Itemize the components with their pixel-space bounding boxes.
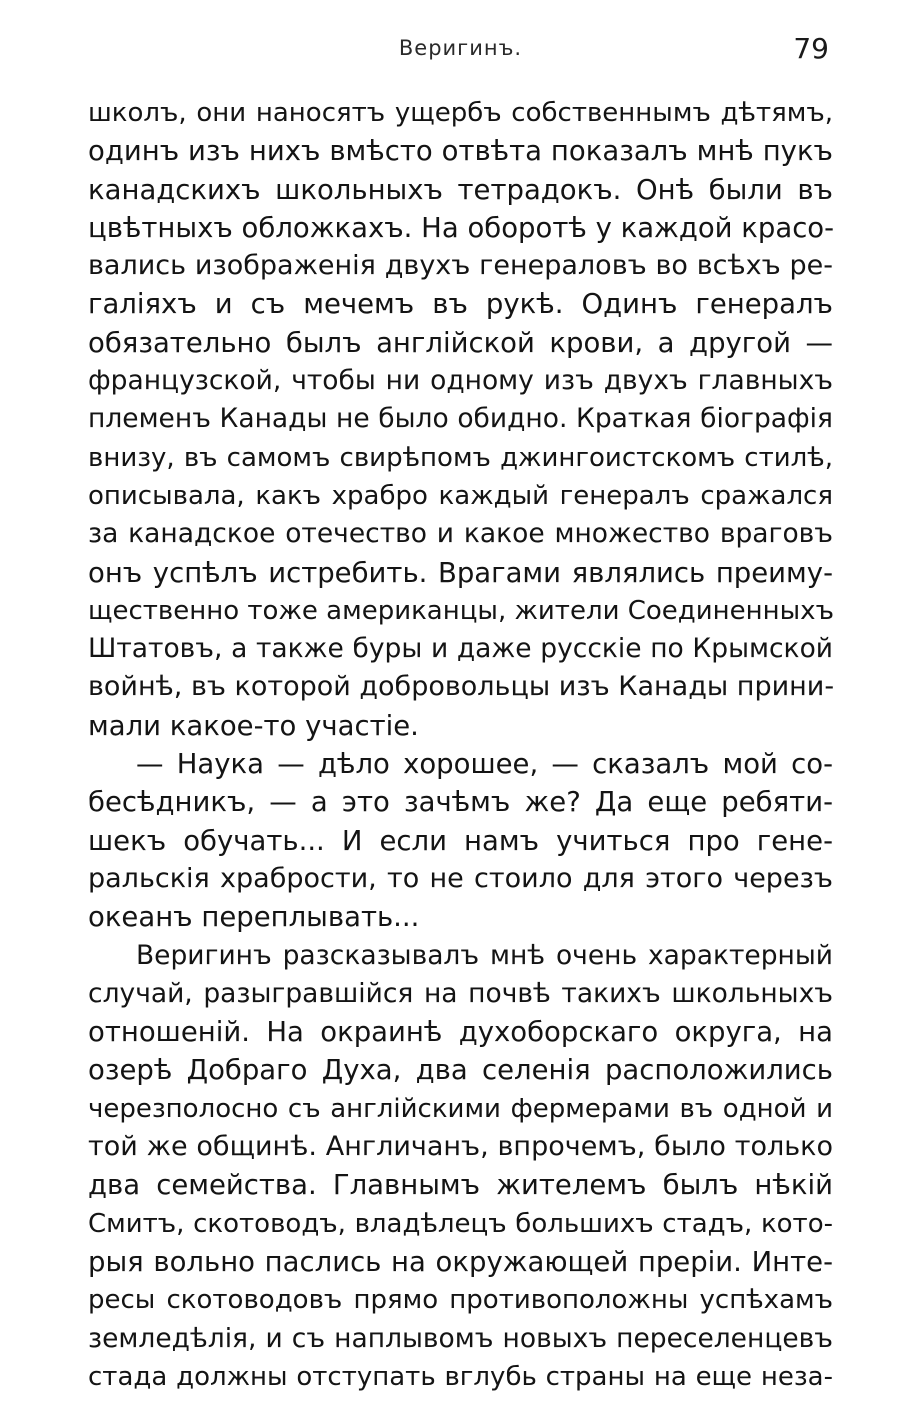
text-line: той же общинѣ. Англичанъ, впрочемъ, было только xyxy=(88,1131,833,1163)
text-line: племенъ Канады не было обидно. Краткая біографія xyxy=(88,403,833,435)
text-line: Веригинъ разсказывалъ мнѣ очень характерный xyxy=(136,939,833,971)
text-line: отношеній. На окраинѣ духоборскаго округа, на xyxy=(88,1016,833,1049)
page-header xyxy=(88,28,833,78)
text-line: — Наука — дѣло хорошее, — сказалъ мой со- xyxy=(136,748,833,781)
text-line: озерѣ Добраго Духа, два селенія расположились xyxy=(88,1054,833,1087)
text-line: онъ успѣлъ истребить. Врагами являлись преиму- xyxy=(88,556,833,589)
text-line: войнѣ, въ которой добровольцы изъ Канады прини- xyxy=(88,671,835,703)
text-line: щественно тоже американцы, жители Соединенныхъ xyxy=(88,595,834,626)
text-line: стада должны отступать вглубь страны на еще неза- xyxy=(88,1361,833,1392)
text-line: канадскихъ школьныхъ тетрадокъ. Онѣ были въ xyxy=(88,173,833,206)
text-line: описывала, какъ храбро каждый генералъ сражался xyxy=(88,480,833,511)
text-line: рыя вольно паслись на окружающей преріи. Инте- xyxy=(88,1245,833,1278)
running-head: Веригинъ. xyxy=(398,36,523,60)
text-line: бесѣдникъ, — а это зачѣмъ же? Да еще ребяти- xyxy=(88,786,833,819)
text-line: внизу, въ самомъ свирѣпомъ джингоистскомъ стилѣ, xyxy=(88,442,833,473)
text-line: океанъ переплывать... xyxy=(88,901,420,934)
text-line: цвѣтныхъ обложкахъ. На оборотѣ у каждой красо- xyxy=(88,211,835,244)
text-line: случай, разыгравшійся на почвѣ такихъ школьныхъ xyxy=(88,977,833,1009)
text-line: за канадское отечество и какое множество враговъ xyxy=(88,518,833,550)
text-line: одинъ изъ нихъ вмѣсто отвѣта показалъ мнѣ пукъ xyxy=(88,135,833,168)
text-line: мали какое-то участіе. xyxy=(88,709,419,742)
body-text xyxy=(88,94,833,1396)
text-line: галіяхъ и съ мечемъ въ рукѣ. Одинъ генералъ xyxy=(88,288,833,321)
text-line: два семейства. Главнымъ жителемъ былъ нѣкій xyxy=(88,1169,833,1202)
text-line: шекъ обучать... И если намъ учиться про гене- xyxy=(88,824,833,857)
text-line: черезполосно съ англійскими фермерами въ одной и xyxy=(88,1093,833,1124)
text-line: Смитъ, скотоводъ, владѣлецъ большихъ стадъ, кото- xyxy=(88,1208,833,1239)
text-line: Штатовъ, а также буры и даже русскіе по Крымской xyxy=(88,633,833,665)
text-line: школъ, они наносятъ ущербъ собственнымъ дѣтямъ, xyxy=(88,98,833,128)
text-line: ресы скотоводовъ прямо противоположны успѣхамъ xyxy=(88,1285,833,1316)
text-line: вались изображенія двухъ генераловъ во всѣхъ ре- xyxy=(88,250,833,282)
text-line: ральскія храбрости, то не стоило для этого черезъ xyxy=(88,862,833,894)
page-number: 79 xyxy=(793,32,829,65)
text-line: французской, чтобы ни одному изъ двухъ главныхъ xyxy=(88,365,833,397)
text-line: земледѣлія, и съ наплывомъ новыхъ переселенцевъ xyxy=(88,1322,833,1354)
text-line: обязательно былъ англійской крови, а другой — xyxy=(88,326,833,359)
